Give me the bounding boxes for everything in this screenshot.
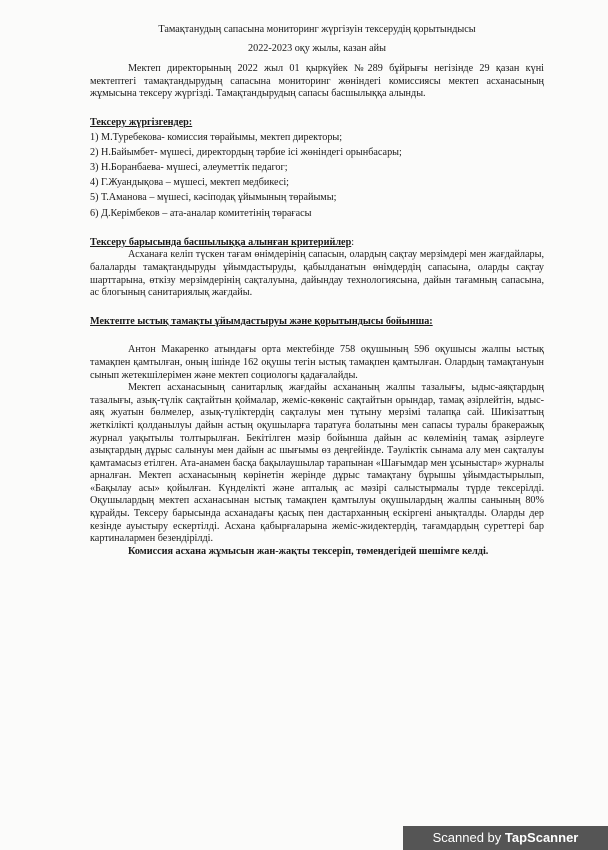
results-paragraph-1: Антон Макаренко атындағы орта мектебінде 758 оқушының 596 оқушысы жалпы ыстық тамақпен қамтылған, оның ішінде 162 оқушы тегін ыстық тамақпен қамтылған. Олардың тамақтануын сынып жетекшілерімен және мектеп социологы қадағалайды. <box>90 344 544 381</box>
results-paragraph-2: Мектеп асханасының санитарлық жағдайы асхананың жалпы тазалығы, ыдыс-аяқтардың тазалығы, азық-түлік сақтайтын қоймалар, жеміс-көкөніс сақтайтын орындар, тамақ әзірлейтін, ыдыс-аяқ жуатын бөлмелер, азық-түліктердің сақталуы мен тұтыну мерзімі талапқа сай. Шикізаттың жеткілікті қолданылуы дайын астың оқушыларға таратуға болатыны мен сапасы туралы бракеражық журнал уақытылы толтырылған. Бекітілген мәзір бойынша дайын ас көлемінің тамақ әзірлеуге азықтардың дұрыс салынуы мен дайын ас шығымы өз деңгейінде. Тәуліктік сынама алу мен сақталуы қамтамасыз етілген. Ата-анамен басқа бақылаушылар тарапынан «Шағымдар мен ұсыныстар» журналы арналған. Мектеп асханасының көрінетін жерінде дұрыс тамақтану бұрышы ұйымдастырылып, «Бақылау асы» қойылған. Күнделікті және апталық ас мәзірі салыстырмалы түрде тексерілді. Оқушылардың мектеп асханасынан ыстық тамақпен қамтылуы оқушылардың жалпы санының 80% құрайды. Тексеру барысында асханадағы қасық пен дастарханның ескіргені анықталды. Оларды дер кезінде ауыстыру ескертілді. Асхана қабырғаларына жеміс-жидектердің, тағамдардың суреттері бар картиналармен безендірілді. <box>90 382 544 545</box>
document-title: Тамақтанудың сапасына мониторинг жүргізуін тексерудің қорытындысы <box>158 24 476 35</box>
list-item: 5) Т.Аманова – мүшесі, кәсіподақ ұйымының төрайымы; <box>90 192 337 204</box>
results-heading: Мектепте ыстық тамақты ұйымдастыруы және қорытындысы бойынша: <box>90 315 433 327</box>
conclusion-paragraph: Комиссия асхана жұмысын жан-жақты тексеріп, төмендегідей шешімге келді. <box>128 545 489 557</box>
document-body <box>90 24 544 558</box>
list-item: 6) Д.Керімбеков – ата-аналар комитетінің төрағасы <box>90 207 312 219</box>
intro-paragraph: Мектеп директорының 2022 жыл 01 қыркүйек №289 бұйрығы негізінде 29 қазан күні мектептегі тамақтандырудың сапасына мониторинг жөніндегі комиссиясы мектеп асханасының жұмысына тексеру жүргізді. Тамақтандырудың сапасы басшылыққа алынды. <box>90 63 544 100</box>
watermark-brand: TapScanner <box>504 830 579 845</box>
inspectors-heading: Тексеру жүргізгендер: <box>90 116 193 128</box>
list-item: 2) Н.Байымбет- мүшесі, директордың тәрбие ісі жөніндегі орынбасары; <box>90 146 402 158</box>
watermark-prefix: Scanned by <box>432 830 505 845</box>
inspectors-list <box>90 130 544 221</box>
list-item: 3) Н.Боранбаева- мүшесі, әлеуметтік педагог; <box>90 161 288 173</box>
criteria-paragraph: Асханаға келіп түскен тағам өнімдерінің сапасын, олардың сақтау мерзімдері мен жағдайлары, балаларды тамақтандыруды ұйымдастыруды, қабылданатын өнімдердің сапасына, оларды сақтау шарттарына, өткізу мерзімдерінің сақталуына, дайындау технологиясына, дайын тағамның сапасына, ас блогының санитариялық жағдайы. <box>90 249 544 299</box>
list-item: 4) Г.Жуандықова – мүшесі, мектеп медбикесі; <box>90 177 290 189</box>
document-subtitle: 2022-2023 оқу жылы, казан айы <box>248 42 386 54</box>
criteria-heading: Тексеру барысында басшылыққа алынған критерийлер: <box>90 236 355 248</box>
list-item: 1) М.Туребекова- комиссия төрайымы, мектеп директоры; <box>90 131 343 143</box>
scanner-watermark <box>403 826 608 850</box>
